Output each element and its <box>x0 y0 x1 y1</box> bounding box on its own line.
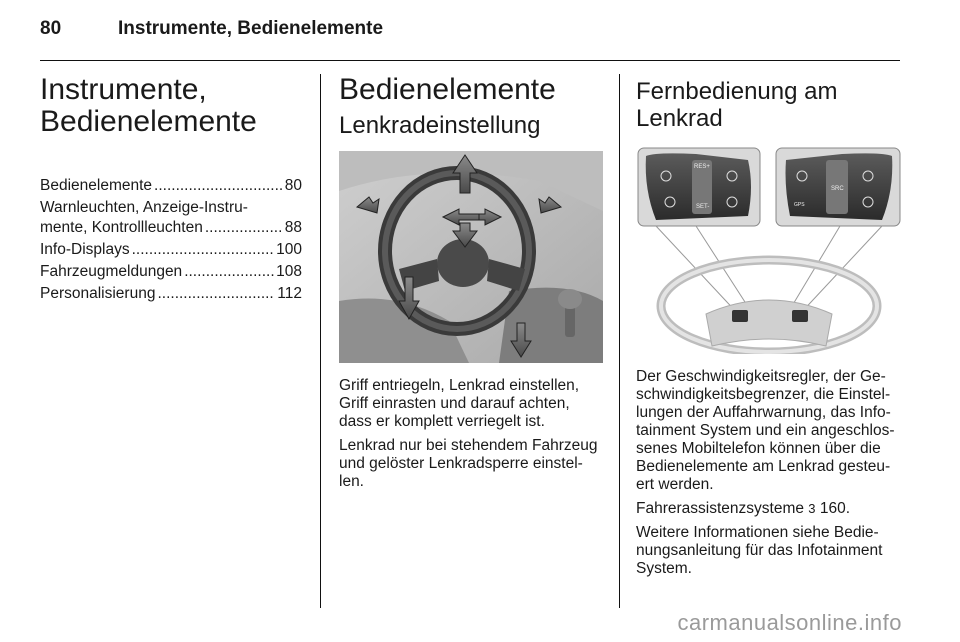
remote-title-line1: Fernbedienung am <box>636 78 838 105</box>
toc-entry-line: Warnleuchten, Anzeige-Instru- <box>40 199 248 216</box>
remote-control-column <box>636 74 902 584</box>
toc-entry-row <box>40 176 302 196</box>
column-divider-2 <box>619 74 620 608</box>
toc-entry-title: Personalisierung <box>40 285 156 302</box>
header-rule <box>40 60 900 61</box>
adjustment-warning: Lenkrad nur bei stehendem Fahrzeug und gelöster Lenkradsperre einstel-len. <box>339 437 598 490</box>
toc-leader-dots <box>132 240 275 260</box>
reference-arrow-icon: 3 <box>808 501 816 516</box>
toc-leader-dots <box>184 262 274 282</box>
chapter-title-line2: Bedienelemente <box>40 105 257 138</box>
toc-entry-page: 108 <box>276 263 302 280</box>
further-info: Weitere Informationen siehe Bedie-nungsanleitung für das Infotainment System. <box>636 524 883 577</box>
running-header: Instrumente, Bedienelemente <box>118 18 384 39</box>
adjustment-instructions: Griff entriegeln, Lenkrad einstellen, Griff einrasten und darauf achten, dass er komplett verriegelt ist. <box>339 377 580 430</box>
toc-entry-row <box>40 218 302 238</box>
controls-column <box>339 74 603 497</box>
set-button-label: SET- <box>696 204 710 210</box>
table-of-contents <box>40 176 302 304</box>
cross-reference-text: Fahrerassistenzsysteme <box>636 500 804 517</box>
toc-entry-page: 112 <box>277 285 302 302</box>
toc-entry[interactable] <box>40 240 302 260</box>
chapter-title <box>40 74 302 138</box>
chapter-title-line1: Instrumente, <box>40 73 207 106</box>
remote-description: Der Geschwindigkeitsregler, der Ge-schwindigkeitsbegrenzer, die Einstel-lungen der Auffahrwarnung, das Info-tainment System und ein angeschlos-senes Mobiltelefon können über die Bedienelemente am Lenkrad gesteu-ert werden. <box>636 368 895 493</box>
remote-title-line2: Lenkrad <box>636 105 723 132</box>
steering-wheel-controls-illustration <box>636 146 902 354</box>
toc-entry[interactable] <box>40 284 302 304</box>
toc-entry[interactable] <box>40 176 302 196</box>
watermark: carmanualsonline.info <box>677 610 902 635</box>
toc-leader-dots <box>154 176 283 196</box>
column-divider-1 <box>320 74 321 608</box>
steering-wheel-adjustment-illustration <box>339 151 603 363</box>
section-title: Bedienelemente <box>339 73 556 106</box>
toc-entry-row <box>40 240 302 260</box>
res-button-label: RES+ <box>694 164 710 170</box>
subsection-title: Lenkradeinstellung <box>339 112 541 139</box>
section-title-remote <box>636 78 902 132</box>
toc-entry-page: 88 <box>284 219 302 236</box>
toc-entry-page: 100 <box>276 241 302 258</box>
cross-reference <box>636 500 902 518</box>
cross-reference-page: 160. <box>819 500 851 517</box>
page-number: 80 <box>40 18 62 39</box>
toc-entry[interactable] <box>40 198 302 238</box>
toc-leader-dots <box>157 284 275 304</box>
toc-entry-page: 80 <box>284 177 302 194</box>
src-button-label: SRC <box>831 186 844 192</box>
toc-entry-title: Info-Displays <box>40 241 130 258</box>
gps-button-label: GPS <box>794 202 805 208</box>
toc-entry-row <box>40 262 302 282</box>
toc-entry[interactable] <box>40 262 302 282</box>
toc-entry-title: mente, Kontrollleuchten <box>40 219 203 236</box>
toc-entry-title: Bedienelemente <box>40 177 153 194</box>
chapter-contents-column <box>40 74 302 306</box>
toc-leader-dots <box>205 218 283 238</box>
toc-entry-title: Fahrzeugmeldungen <box>40 263 183 280</box>
toc-entry-row <box>40 284 302 304</box>
